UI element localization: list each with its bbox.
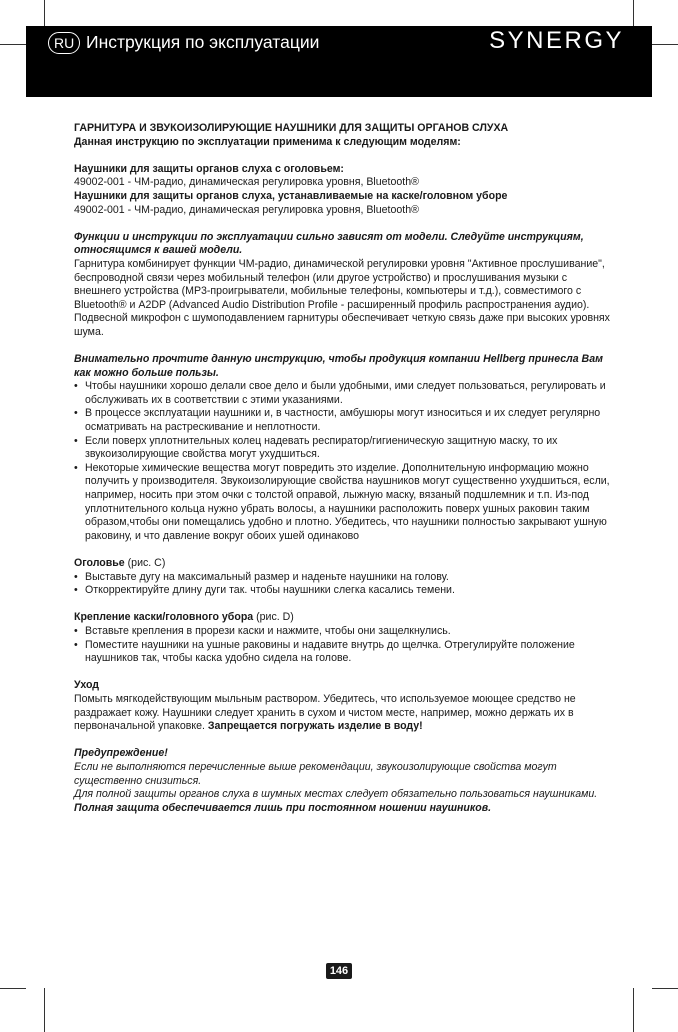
model1-line: 49002-001 - ЧМ-радио, динамическая регулировка уровня, Bluetooth® <box>74 176 419 189</box>
list-item: • Поместите наушники на ушные раковины и надавите внутрь до щелчка. Отрегулируйте положение наушников так, чтобы каска удобно сидела на голове. <box>74 639 614 666</box>
list-item: • Откорректируйте длину дуги так. чтобы наушники слегка касались темени. <box>74 584 614 598</box>
care-body: Помыть мягкодействующим мыльным раствором. Убедитесь, что используемое моющее средство не раздражает кожу. Наушники следует хранить в сухом и чистом месте, например, можно держать их в первоначальной упаковке. <box>74 692 576 733</box>
care-warning: Запрещается погружать изделие в воду! <box>207 720 423 733</box>
care-text <box>74 693 614 734</box>
document-body <box>74 122 614 815</box>
read-instructions-list <box>74 380 614 543</box>
document-subtitle: Данная инструкцию по эксплуатации применима к следующим моделям: <box>74 135 461 148</box>
model2-line: 49002-001 - ЧМ-радио, динамическая регулировка уровня, Bluetooth® <box>74 203 419 216</box>
care-heading: Уход <box>74 679 100 692</box>
crop-mark <box>652 988 678 989</box>
crop-mark <box>0 44 26 45</box>
headband-heading <box>74 557 614 571</box>
crop-mark <box>652 44 678 45</box>
helmet-heading <box>74 611 614 625</box>
brand-logo: SYNERGY <box>489 27 624 54</box>
model1-title: Наушники для защиты органов слуха с оголовьем: <box>74 162 344 175</box>
headband-list <box>74 571 614 598</box>
list-item: • Вставьте крепления в прорези каски и нажмите, чтобы они защелкнулись. <box>74 625 614 639</box>
functions-text: Гарнитура комбинирует функции ЧМ-радио, динамической регулировки уровня "Активное прослушивание", беспроводной связи через мобильный телефон (или другое устройство) и прослушивания музыки с внешнего устройства (МР3-проигрыватели, мобильные телефоны, компьютеры и т.д.), совместимого с Bluetooth® и A2DP (Advanced Audio Distribution Profile - расширенный профиль распространения аудио). <box>74 257 605 311</box>
language-badge: RU <box>48 32 80 54</box>
crop-mark <box>633 988 634 1032</box>
page-number: 146 <box>326 963 352 979</box>
warning-text-bold: Полная защита обеспечивается лишь при постоянном ношении наушников. <box>74 801 492 814</box>
headband-ref: (рис. С) <box>124 557 166 569</box>
document-title: ГАРНИТУРА И ЗВУКОИЗОЛИРУЮЩИЕ НАУШНИКИ ДЛЯ ЗАЩИТЫ ОРГАНОВ СЛУХА <box>74 122 509 134</box>
warning-text-1: Если не выполняются перечисленные выше рекомендации, звукоизолирующие свойства могут существенно снизиться. <box>74 760 557 787</box>
model2-title: Наушники для защиты органов слуха, устанавливаемые на каске/головном уборе <box>74 189 508 202</box>
list-item: • В процессе эксплуатации наушники и, в частности, амбушюры могут износиться и их следует регулярно осматривать на растрескивание и неплотности. <box>74 407 614 434</box>
helmet-title: Крепление каски/головного убора <box>74 611 254 624</box>
list-item: • Чтобы наушники хорошо делали свое дело и были удобными, ими следует пользоваться, регулировать и обслуживать их в соответствии с этими указаниями. <box>74 380 614 407</box>
list-item: • Выставьте дугу на максимальный размер и наденьте наушники на голову. <box>74 571 614 585</box>
read-instructions-heading: Внимательно прочтите данную инструкцию, чтобы продукция компании Hellberg принесла Вам как можно больше пользы. <box>74 353 603 379</box>
helmet-ref: (рис. D) <box>253 611 294 624</box>
list-item: • Если поверх уплотнительных колец надевать респиратор/гигиеническую защитную маску, то их звукоизолирующие свойства могут ухудшиться. <box>74 435 614 462</box>
crop-mark <box>0 988 26 989</box>
headband-title: Оголовье <box>74 557 125 569</box>
helmet-list <box>74 625 614 666</box>
warning-text-2: Для полной защиты органов слуха в шумных местах следует обязательно пользоваться наушниками. <box>74 788 598 801</box>
warning-heading: Предупреждение! <box>74 747 168 760</box>
crop-mark <box>44 988 45 1032</box>
microphone-text: Подвесной микрофон с шумоподавлением гарнитуры обеспечивает четкую связь даже при высоких уровнях шума. <box>74 312 610 338</box>
list-item: • Некоторые химические вещества могут повредить это изделие. Дополнительную информацию можно получить у производителя. Звукоизолирующие свойства наушников могут существенно ухудшиться, если, например, носить при этом очки с толстой оправой, лыжную маску, вязаный подшлемник и т.п. Из-под уплотнительного кольца нужно убрать волосы, а наушники расположить поверх ушных раковин таким образом,чтобы они помещались удобно и плотно. Убедитесь, что наушники полностью закрывают ушную раковину, и что давление вокруг обоих ушей одинаково <box>74 462 614 544</box>
header-title: Инструкция по эксплуатации <box>86 32 320 52</box>
functions-heading: Функции и инструкции по эксплуатации сильно зависят от модели. Следуйте инструкциям, относящимся к вашей модели. <box>74 230 584 257</box>
